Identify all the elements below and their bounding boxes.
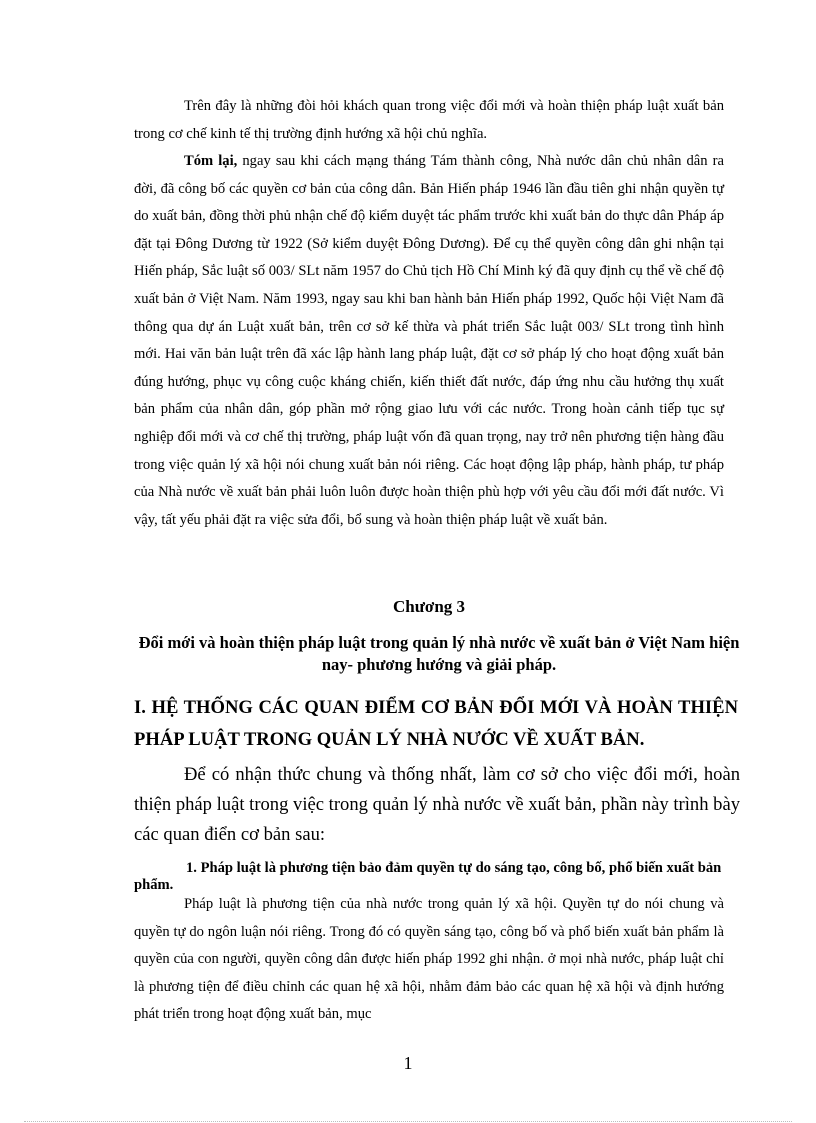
chapter-title: Đổi mới và hoàn thiện pháp luật trong quản lý nhà nước về xuất bản ở Việt Nam hiện nay- phương hướng và giải pháp. — [138, 633, 740, 674]
paragraph-text: Trên đây là những đòi hỏi khách quan trong việc đổi mới và hoàn thiện pháp luật xuất bản trong cơ chế kinh tế thị trường định hướng xã hội chủ nghĩa. — [134, 98, 724, 142]
sub-heading: 1. Pháp luật là phương tiện bảo đảm quyền tự do sáng tạo, công bố, phổ biến xuất bản phẩm. — [134, 860, 722, 893]
paragraph-text — [134, 148, 724, 534]
footer-divider — [24, 1121, 792, 1122]
paragraph-text: Pháp luật là phương tiện của nhà nước trong quản lý xã hội. Quyền tự do nói chung và quyền tự do ngôn luận nói riêng. Trong đó có quyền sáng tạo, công bố và phổ biến xuất bản phẩm là quyền của con người, quyền công dân được hiến pháp 1992 ghi nhận. ở mọi nhà nước, pháp luật chỉ là phương tiện để điều chỉnh các quan hệ xã hội, nhằm đảm bảo các quan hệ xã hội và định hướng phát triển trong hoạt động xuất bản, mục — [134, 896, 724, 1023]
paragraph-intro — [134, 93, 724, 148]
paragraph-summary — [134, 148, 724, 534]
summary-body: ngay sau khi cách mạng tháng Tám thành công, Nhà nước dân chủ nhân dân ra đời, đã công bố các quyền cơ bản của công dân. Bản Hiến pháp 1946 lần đầu tiên ghi nhận quyền tự do xuất bản, đồng thời phủ nhận chế độ kiểm duyệt tác phẩm trước khi xuất bản do thực dân Pháp áp đặt tại Đông Dương từ 1922 (Sở kiểm duyệt Đông Dương). Để cụ thể quyền công dân ghi nhận tại Hiến pháp, Sắc luật số 003/ SLt năm 1957 do Chủ tịch Hồ Chí Minh ký đã quy định cụ thể về chế độ xuất bản ở Việt Nam. Năm 1993, ngay sau khi ban hành bản Hiến pháp 1992, Quốc hội Việt Nam đã thông qua dự án Luật xuất bản, trên cơ sở kế thừa và phát triển Sắc luật 003/ SLt trong tình hình mới. Hai văn bản luật trên đã xác lập hành lang pháp luật, đặt cơ sở pháp lý cho hoạt động xuất bản đúng hướng, phục vụ công cuộc kháng chiến, kiến thiết đất nước, đáp ứng nhu cầu hưởng thụ xuất bản phẩm của nhân dân, góp phần mở rộng giao lưu với các nước. Trong hoàn cảnh tiếp tục sự nghiệp đổi mới và cơ chế thị trường, pháp luật vốn đã quan trọng, nay trở nên phương tiện hàng đầu trong việc quản lý xã hội nói chung xuất bản nói riêng. Các hoạt động lập pháp, hành pháp, tư pháp của Nhà nước về xuất bản phải luôn luôn được hoàn thiện phù hợp với yêu cầu đổi mới đất nước. Vì vậy, tất yếu phải đặt ra việc sửa đổi, bổ sung và hoàn thiện pháp luật về xuất bản. — [134, 153, 724, 528]
summary-lead: Tóm lại, — [184, 153, 238, 169]
paragraph-section-intro — [134, 760, 740, 850]
paragraph-law — [134, 891, 724, 1029]
paragraph-text: Để có nhận thức chung và thống nhất, làm cơ sở cho việc đổi mới, hoàn thiện pháp luật trong việc trong quản lý nhà nước về xuất bản, phần này trình bày các quan điển cơ bản sau: — [134, 764, 740, 845]
chapter-label: Chương 3 — [392, 597, 466, 616]
section-heading: I. HỆ THỐNG CÁC QUAN ĐIỂM CƠ BẢN ĐỔI MỚI VÀ HOÀN THIỆN PHÁP LUẬT TRONG QUẢN LÝ NHÀ NƯỚC VỀ XUẤT BẢN. — [134, 697, 738, 750]
page-number: 1 — [403, 1053, 413, 1073]
